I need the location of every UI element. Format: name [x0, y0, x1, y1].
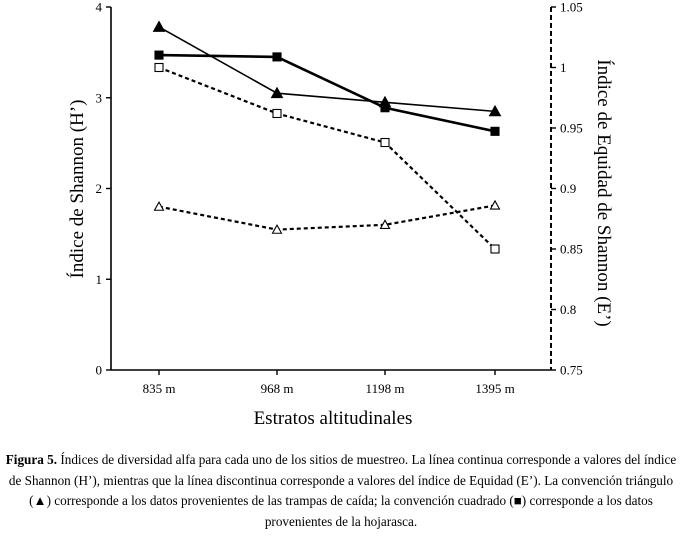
y-left-tick-label: 1	[95, 271, 102, 287]
y-right-tick-label: 1	[560, 60, 567, 75]
caption-text-3: ) corresponde a los datos provenientes de la hojarasca.	[264, 493, 653, 529]
triangle-marker-filled	[154, 21, 165, 31]
series-line	[159, 68, 495, 250]
square-marker-open	[381, 139, 389, 147]
x-tick-label: 1198 m	[365, 381, 405, 396]
y-left-tick-label: 2	[95, 181, 102, 196]
y-right-tick-label: 1.05	[560, 0, 583, 15]
x-axis-title: Estratos altitudinales	[253, 408, 413, 429]
y-left-tick-label: 3	[95, 90, 102, 106]
y-axis-left-title: Índice de Shannon (H’)	[67, 99, 88, 279]
series-line	[159, 205, 495, 229]
triangle-marker-filled	[272, 88, 283, 98]
triangle-symbol: ▲	[33, 493, 47, 508]
figure-caption	[0, 450, 682, 532]
square-marker-filled	[381, 104, 389, 112]
y-right-tick-label: 0.9	[560, 181, 577, 196]
x-tick-label: 968 m	[260, 381, 294, 396]
plot-area	[96, 0, 583, 396]
caption-text-2: ) corresponde a los datos provenientes de las trampas de caída; la convención cuadrado (	[46, 493, 514, 508]
series-line	[159, 55, 495, 131]
triangle-marker-open	[273, 225, 282, 233]
x-tick-label: 1395 m	[475, 381, 515, 396]
x-tick-label: 835 m	[142, 381, 176, 396]
square-marker-filled	[491, 127, 499, 135]
y-right-tick-label: 0.85	[560, 241, 583, 257]
square-symbol: ■	[513, 493, 522, 508]
y-right-tick-label: 0.95	[560, 120, 583, 136]
caption-label: Figura 5.	[5, 452, 58, 467]
y-right-tick-label: 0.75	[560, 362, 583, 378]
y-axis-right-title: Índice de Equidad de Shannon (E’)	[593, 59, 614, 327]
y-left-tick-label: 4	[95, 0, 102, 15]
y-right-tick-label: 0.8	[560, 302, 577, 317]
square-marker-filled	[155, 51, 163, 59]
y-left-tick-label: 0	[95, 362, 102, 378]
square-marker-open	[491, 245, 499, 253]
caption-text-1: Índices de diversidad alfa para cada uno de los sitios de muestreo. La línea continua corresponde a valores del índice de Shannon (H’), mientras que la línea discontinua corresponde a valores del índice de Equidad (E’). La convención triángulo (	[8, 452, 677, 508]
square-marker-open	[155, 64, 163, 72]
square-marker-filled	[273, 53, 281, 61]
series-line	[159, 27, 495, 111]
square-marker-open	[273, 109, 281, 117]
